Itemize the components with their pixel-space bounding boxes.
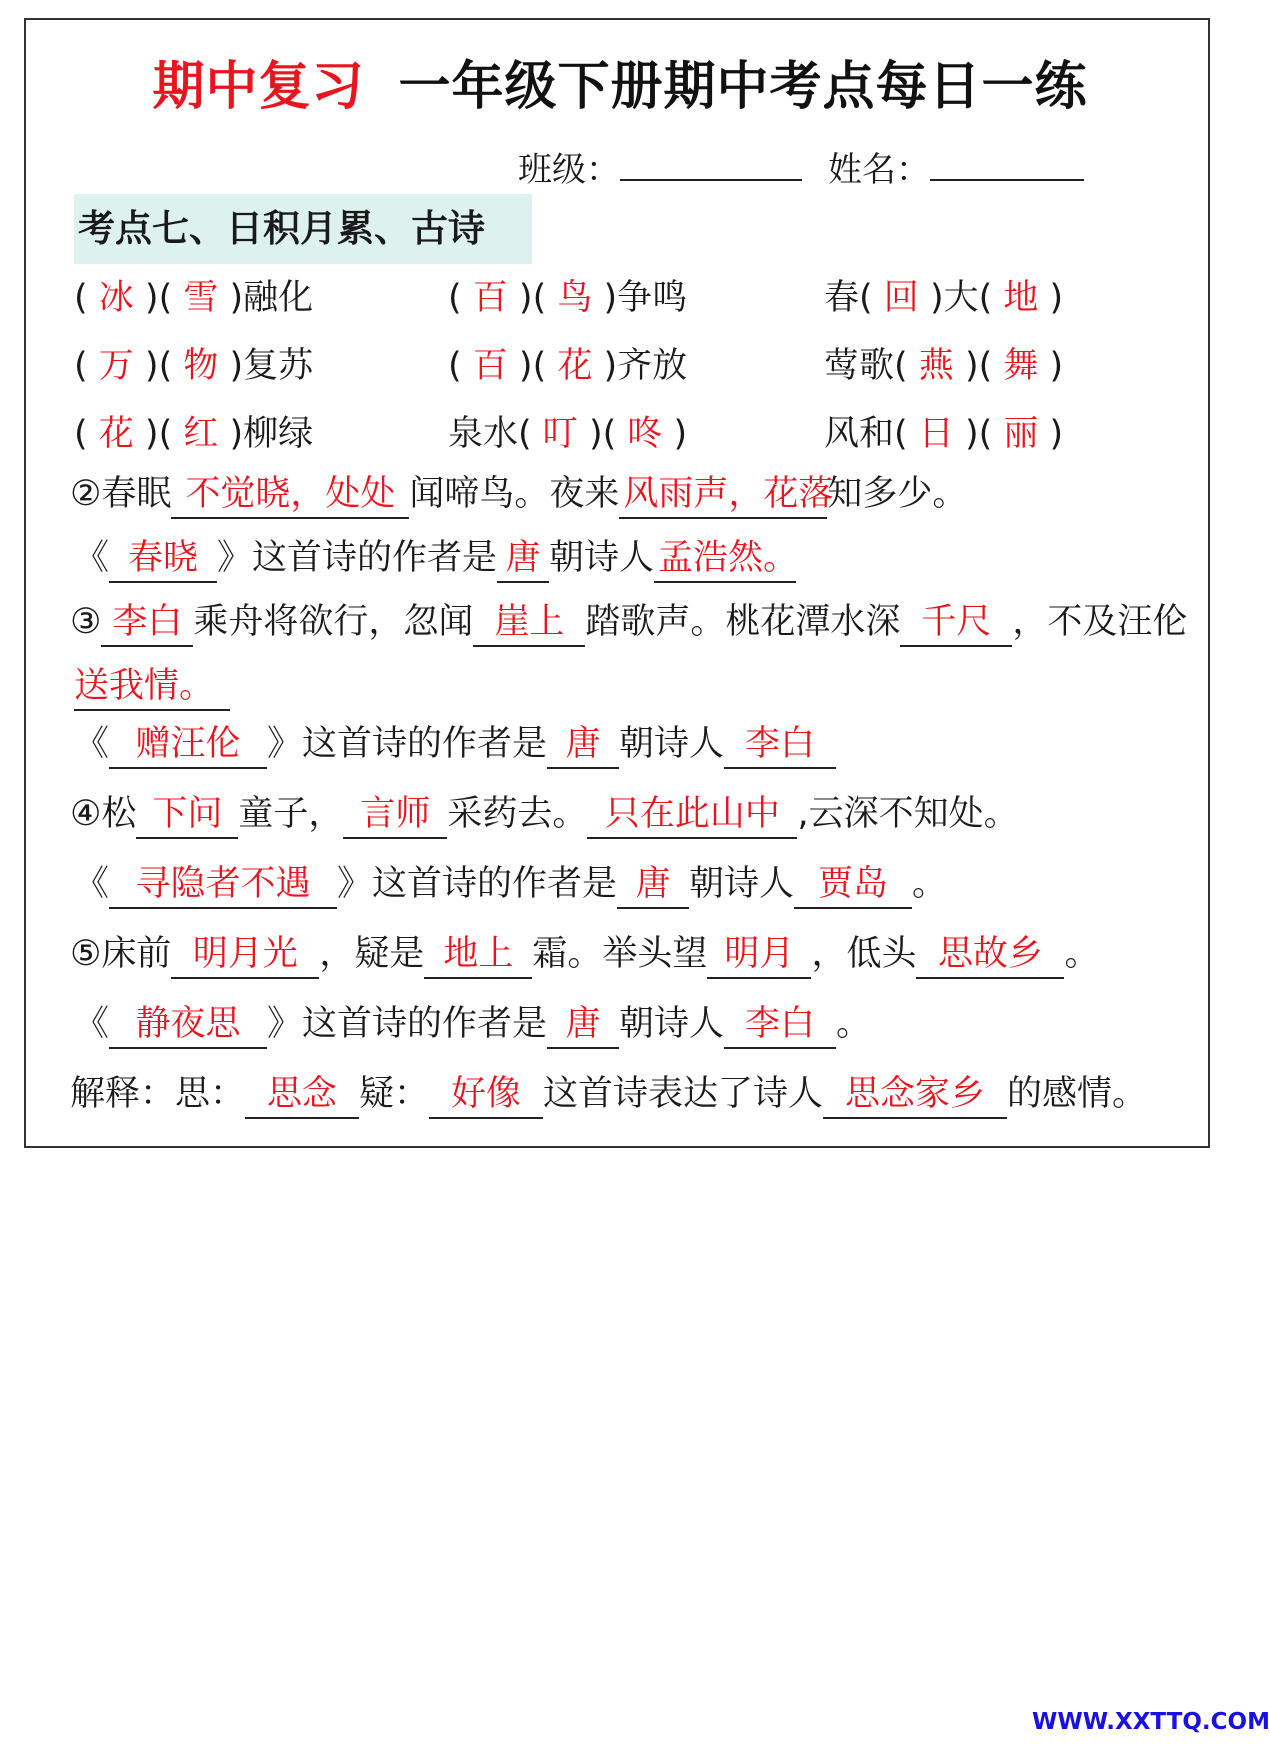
poem-text: ，疑是 xyxy=(319,934,425,974)
answer-blank: 雪 xyxy=(183,278,219,318)
word-prefix: 莺歌 xyxy=(824,346,895,386)
poem-text: 春眠 xyxy=(101,474,172,514)
name-field[interactable] xyxy=(930,149,1084,181)
answer-blank: 百 xyxy=(472,346,508,386)
answer-blank: 花 xyxy=(98,414,134,454)
word-item: 莺歌( 燕 )( 舞 ) xyxy=(824,346,1064,386)
poem-text: 松 xyxy=(101,794,137,834)
question-text: 》这首诗的作者是 xyxy=(337,864,618,904)
item-number: ④ xyxy=(70,794,102,834)
answer-blank: 日 xyxy=(918,414,954,454)
answer-blank: 回 xyxy=(883,278,919,318)
answer-blank: 丽 xyxy=(1003,414,1039,454)
word-item: 泉水( 叮 )( 咚 ) xyxy=(448,414,688,454)
poem-4-line xyxy=(70,788,1019,840)
answer-blank: 贾岛 xyxy=(794,861,912,909)
quote-open: 《 xyxy=(74,864,110,904)
poem-text: 知多少。 xyxy=(827,474,968,514)
student-info xyxy=(518,145,1084,195)
word-mid: 大 xyxy=(943,278,979,318)
quote-open: 《 xyxy=(74,538,110,578)
poem-2-line xyxy=(70,468,967,520)
word-prefix: 泉水 xyxy=(448,414,519,454)
word-suffix: 柳绿 xyxy=(243,414,314,454)
explanation-line xyxy=(70,1068,1147,1120)
answer-blank: 冰 xyxy=(98,278,134,318)
poem-3-question xyxy=(74,718,836,770)
answer-blank: 思念 xyxy=(245,1071,359,1119)
answer-blank: 燕 xyxy=(918,346,954,386)
poem-2-question xyxy=(74,532,799,584)
site-watermark: WWW.XXTTQ.COM xyxy=(1032,1709,1270,1735)
poem-text: ,云深不知处。 xyxy=(797,794,1019,834)
quote-open: 《 xyxy=(74,724,110,764)
poem-text: 采药去。 xyxy=(447,794,588,834)
poem-text: 闻啼鸟。夜来 xyxy=(409,474,620,514)
answer-blank: 花 xyxy=(557,346,593,386)
poem-text: 床前 xyxy=(101,934,172,974)
answer-blank: 千尺 xyxy=(900,599,1012,647)
answer-blank: 不觉晓，处处 xyxy=(171,471,409,519)
answer-blank: 好像 xyxy=(429,1071,543,1119)
poem-text: 乘舟将欲行，忽闻 xyxy=(193,602,474,642)
answer-blank: 静夜思 xyxy=(109,1001,267,1049)
word-item: ( 万 )( 物 )复苏 xyxy=(74,346,314,386)
explain-text: 的感情。 xyxy=(1007,1074,1148,1114)
answer-blank: 春晓 xyxy=(109,535,217,583)
title-black-part: 一年级下册期中考点每日一练 xyxy=(398,57,1088,117)
question-text: 朝诗人 xyxy=(619,724,725,764)
answer-blank: 唐 xyxy=(547,1001,619,1049)
word-item: 春( 回 )大( 地 ) xyxy=(824,278,1064,318)
class-label: 班级： xyxy=(518,150,620,190)
word-suffix: 复苏 xyxy=(243,346,314,386)
word-item: ( 百 )( 鸟 )争鸣 xyxy=(448,278,688,318)
section-heading: 考点七、日积月累、古诗 xyxy=(74,194,532,264)
title-red-part: 期中复习 xyxy=(152,57,365,117)
answer-blank: 地上 xyxy=(424,931,532,979)
question-text: 朝诗人 xyxy=(619,1004,725,1044)
word-item: ( 百 )( 花 )齐放 xyxy=(448,346,688,386)
answer-blank: 风雨声，花落 xyxy=(619,471,827,519)
word-suffix: 争鸣 xyxy=(617,278,688,318)
answer-blank: 叮 xyxy=(542,414,578,454)
answer-blank: 只在此山中 xyxy=(587,791,797,839)
question-text: 》这首诗的作者是 xyxy=(217,538,498,578)
word-prefix: 春 xyxy=(824,278,860,318)
question-text: 。 xyxy=(912,864,948,904)
poem-text: ，低头 xyxy=(811,934,917,974)
answer-blank: 李白 xyxy=(724,1001,836,1049)
explain-text: 这首诗表达了诗人 xyxy=(543,1074,824,1114)
answer-blank: 地 xyxy=(1003,278,1039,318)
answer-blank: 百 xyxy=(472,278,508,318)
answer-blank: 万 xyxy=(98,346,134,386)
answer-blank: 红 xyxy=(183,414,219,454)
answer-blank: 明月 xyxy=(707,931,811,979)
word-suffix: 齐放 xyxy=(617,346,688,386)
poem-4-question xyxy=(74,858,947,910)
answer-blank: 咚 xyxy=(627,414,663,454)
explain-text: 疑： xyxy=(359,1074,430,1114)
word-suffix: 融化 xyxy=(243,278,314,318)
item-number: ⑤ xyxy=(70,934,102,974)
question-text: 。 xyxy=(836,1004,872,1044)
answer-blank: 唐 xyxy=(547,721,619,769)
answer-blank: 寻隐者不遇 xyxy=(109,861,337,909)
word-prefix: 风和 xyxy=(824,414,895,454)
answer-blank: 唐 xyxy=(617,861,689,909)
answer-blank: 明月光 xyxy=(171,931,319,979)
name-label: 姓名： xyxy=(828,150,930,190)
poem-3-line xyxy=(70,596,1187,648)
answer-blank: 舞 xyxy=(1003,346,1039,386)
class-field[interactable] xyxy=(620,149,802,181)
poem-3-line-2 xyxy=(74,660,230,712)
poem-text: ，不及汪伦 xyxy=(1012,602,1188,642)
poem-5-question xyxy=(74,998,871,1050)
quote-open: 《 xyxy=(74,1004,110,1044)
answer-blank: 孟浩然。 xyxy=(654,535,796,583)
poem-text: 霜。举头望 xyxy=(532,934,708,974)
answer-blank: 言师 xyxy=(343,791,447,839)
poem-5-line xyxy=(70,928,1099,980)
explain-label: 解释：思： xyxy=(70,1074,246,1114)
answer-blank: 崖上 xyxy=(473,599,585,647)
answer-blank: 思念家乡 xyxy=(823,1071,1007,1119)
answer-blank: 思故乡 xyxy=(916,931,1064,979)
poem-text: 踏歌声。桃花潭水深 xyxy=(585,602,901,642)
question-text: 朝诗人 xyxy=(689,864,795,904)
answer-blank: 送我情。 xyxy=(74,663,230,711)
question-text: 朝诗人 xyxy=(549,538,655,578)
poem-text: 。 xyxy=(1064,934,1100,974)
word-item: ( 花 )( 红 )柳绿 xyxy=(74,414,314,454)
poem-text: 童子， xyxy=(238,794,344,834)
item-number: ② xyxy=(70,474,102,514)
word-item: ( 冰 )( 雪 )融化 xyxy=(74,278,314,318)
answer-blank: 下问 xyxy=(136,791,238,839)
answer-blank: 李白 xyxy=(101,599,193,647)
word-item: 风和( 日 )( 丽 ) xyxy=(824,414,1064,454)
question-text: 》这首诗的作者是 xyxy=(267,1004,548,1044)
answer-blank: 物 xyxy=(183,346,219,386)
item-number: ③ xyxy=(70,602,102,642)
answer-blank: 鸟 xyxy=(557,278,593,318)
answer-blank: 赠汪伦 xyxy=(109,721,267,769)
page-title xyxy=(0,52,1240,122)
question-text: 》这首诗的作者是 xyxy=(267,724,548,764)
answer-blank: 李白 xyxy=(724,721,836,769)
answer-blank: 唐 xyxy=(497,535,549,583)
